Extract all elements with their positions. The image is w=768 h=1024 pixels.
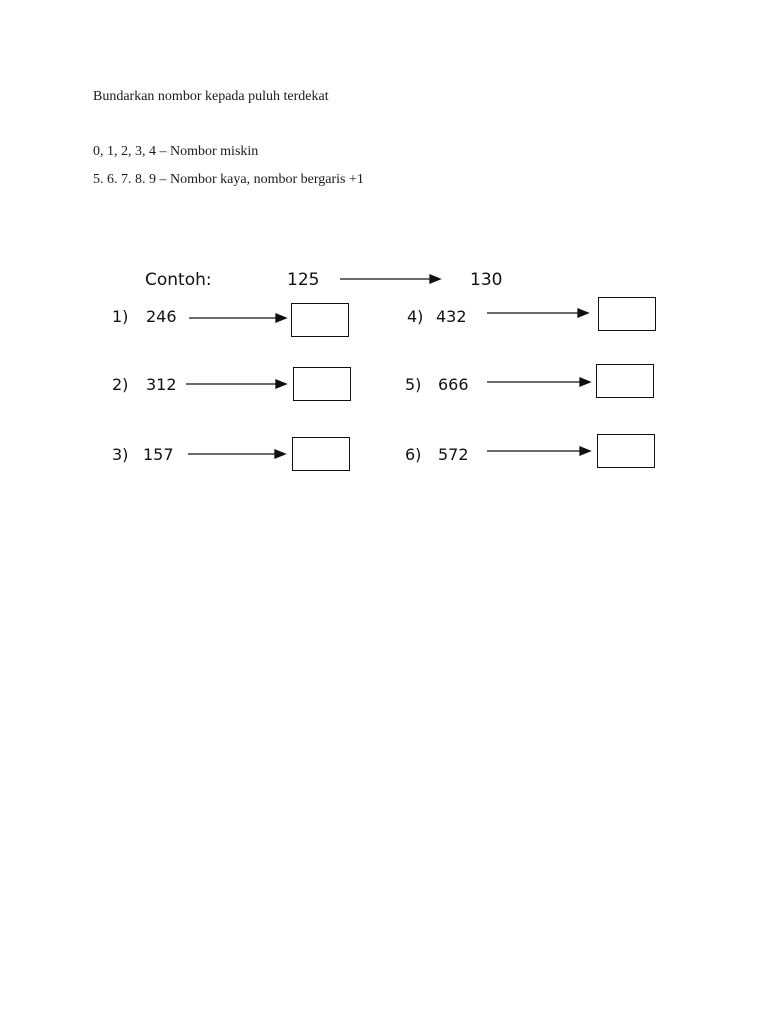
question-6-label: 6) — [405, 445, 422, 464]
arrow-6 — [487, 447, 590, 455]
example-arrow — [340, 275, 440, 283]
question-5-number: 666 — [438, 375, 469, 394]
arrow-1 — [189, 314, 286, 322]
example-answer: 130 — [470, 270, 503, 290]
question-1-number: 246 — [146, 307, 177, 326]
question-3-number: 157 — [143, 445, 174, 464]
arrow-4 — [487, 309, 588, 317]
question-4-number: 432 — [436, 307, 467, 326]
question-5-label: 5) — [405, 375, 422, 394]
question-2-number: 312 — [146, 375, 177, 394]
rule-low-text: 0, 1, 2, 3, 4 – Nombor miskin — [93, 144, 259, 159]
arrow-3 — [188, 450, 285, 458]
question-3-label: 3) — [112, 445, 129, 464]
arrow-2 — [186, 380, 286, 388]
example-label: Contoh: — [145, 270, 212, 290]
answer-box-4[interactable] — [598, 297, 656, 331]
arrow-5 — [487, 378, 590, 386]
answer-box-2[interactable] — [293, 367, 351, 401]
answer-box-5[interactable] — [596, 364, 654, 398]
answer-box-1[interactable] — [291, 303, 349, 337]
answer-box-6[interactable] — [597, 434, 655, 468]
question-1-label: 1) — [112, 307, 129, 326]
answer-box-3[interactable] — [292, 437, 350, 471]
question-4-label: 4) — [407, 307, 424, 326]
example-number: 125 — [287, 270, 320, 290]
instruction-text: Bundarkan nombor kepada puluh terdekat — [93, 89, 329, 104]
rule-high-text: 5. 6. 7. 8. 9 – Nombor kaya, nombor bergaris +1 — [93, 172, 364, 187]
question-2-label: 2) — [112, 375, 129, 394]
question-6-number: 572 — [438, 445, 469, 464]
